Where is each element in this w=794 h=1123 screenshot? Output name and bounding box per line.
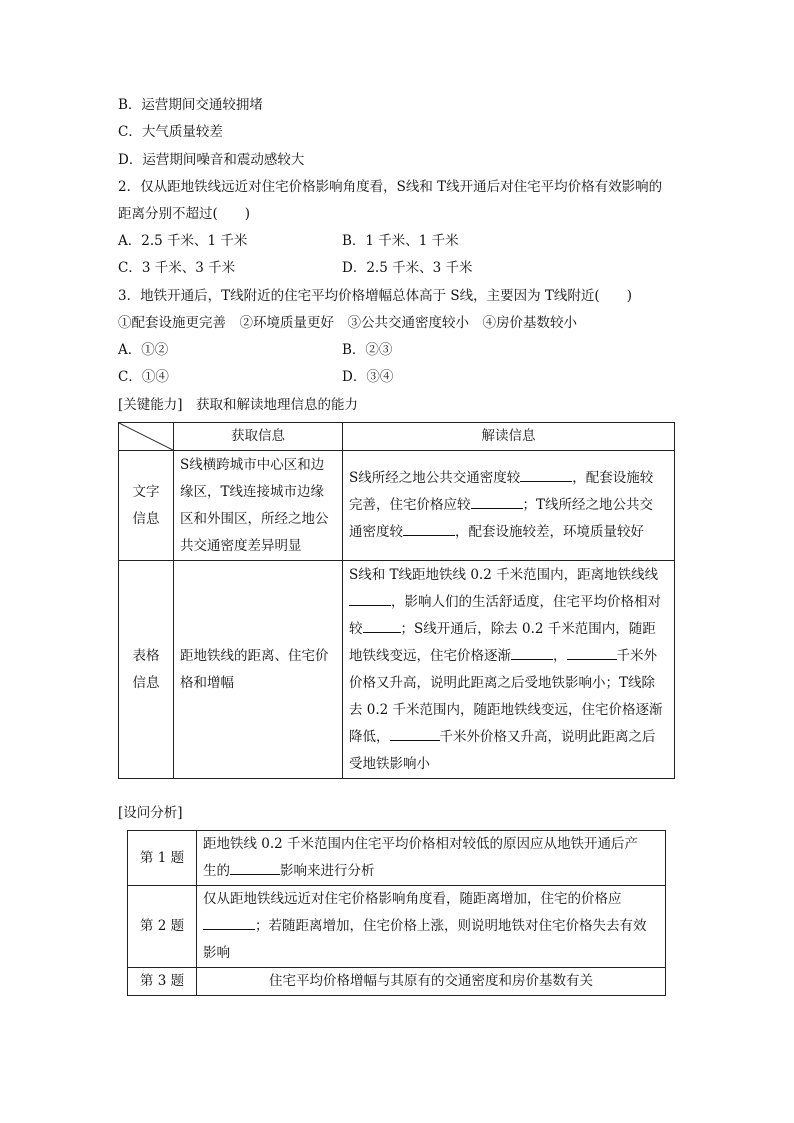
- q2-option-d: D．2.5 千米、3 千米: [342, 260, 473, 276]
- text-run: 受地铁影响小: [349, 755, 430, 772]
- analysis-q2-text: [197, 886, 666, 968]
- row-interpret-text: [343, 451, 675, 561]
- q2-option-c: C．3 千米、3 千米: [118, 260, 236, 276]
- interpret-line: [349, 724, 668, 751]
- fill-blank[interactable]: [520, 467, 572, 482]
- text-run: 通密度较: [349, 524, 403, 540]
- text-run: 千米外: [616, 647, 657, 664]
- row-acquire-table: [174, 561, 343, 779]
- diagonal-line-icon: [119, 423, 175, 451]
- text-run: ，影响人们的生活舒适度，住宅平均价格相对: [391, 593, 661, 610]
- text-run: ，配套设施较差，环境质量较好: [455, 524, 644, 540]
- key-ability-label: [关键能力] 获取和解读地理信息的能力: [118, 397, 359, 413]
- acquire-line: S线横跨城市中心区和边: [180, 456, 325, 473]
- analysis-line: [203, 831, 659, 858]
- fill-blank[interactable]: [403, 521, 455, 536]
- interpret-line: [349, 492, 668, 519]
- text-run: 较: [349, 620, 363, 637]
- text-run: ；若随距离增加，住宅价格上涨，则说明地铁对住宅价格失去有效: [255, 918, 647, 934]
- text-run: 降低，: [349, 728, 390, 745]
- text-run: 千米外价格又升高，说明此距离之后: [439, 728, 656, 745]
- acquire-line: 缘区，T线连接城市边缘: [180, 483, 325, 500]
- interpret-line: [349, 562, 668, 589]
- fill-blank[interactable]: [390, 726, 440, 741]
- row-acquire-text: [174, 451, 343, 561]
- acquire-line: 格和增幅: [180, 674, 234, 691]
- analysis-line: [203, 886, 659, 913]
- acquire-line: 距地铁线的距离、住宅价: [180, 647, 329, 664]
- text-run: 去 0.2 千米范围内，随距地铁线变远，住宅价格逐渐: [349, 701, 663, 718]
- text-run: 住宅平均价格增幅与其原有的交通密度和房价基数有关: [269, 973, 593, 989]
- q2-option-a: A．2.5 千米、1 千米: [118, 233, 248, 249]
- q3-items: ①配套设施更完善 ②环境质量更好 ③公共交通密度较小 ④房价基数较小: [118, 315, 577, 331]
- fill-blank[interactable]: [567, 645, 617, 660]
- q2-stem-line1: 2．仅从距地铁线远近对住宅价格影响角度看，S线和 T线开通后对住宅平均价格有效影响的: [118, 179, 663, 195]
- text-run: S线所经之地公共交通密度较: [349, 470, 521, 486]
- interpret-line: [349, 670, 668, 697]
- row-type-line: 文字: [132, 483, 160, 500]
- fill-blank[interactable]: [230, 860, 280, 875]
- interpret-line: [349, 643, 668, 670]
- analysis-line: [203, 940, 659, 967]
- text-run: 仅从距地铁线远近对住宅价格影响角度看，随距离增加，住宅的价格应: [203, 891, 622, 907]
- interpret-line: [349, 616, 668, 643]
- row-type-line: 信息: [132, 674, 160, 691]
- q1-option-c: C．大气质量较差: [118, 124, 223, 140]
- text-run: 完善，住宅价格应较: [349, 497, 471, 513]
- row-type-line: 信息: [132, 510, 160, 527]
- fill-blank[interactable]: [349, 591, 391, 606]
- text-run: ，: [553, 647, 567, 664]
- interpret-line: [349, 751, 668, 778]
- analysis-q3-text: [197, 968, 666, 996]
- text-run: ，配套设施较: [572, 470, 654, 486]
- text-run: 生的: [203, 863, 230, 879]
- acquire-line: 共交通密度差异明显: [180, 537, 302, 554]
- q3-option-b: B．②③: [342, 342, 393, 358]
- diagonal-header-cell: [119, 423, 174, 451]
- interpret-line: [349, 519, 668, 546]
- interpret-line: [349, 697, 668, 724]
- analysis-q3-label: 第 3 题: [128, 968, 197, 996]
- q3-option-d: D．③④: [342, 369, 394, 385]
- analysis-q2-label: 第 2 题: [128, 886, 197, 968]
- analysis-q1-label: 第 1 题: [128, 831, 197, 886]
- header-acquire: 获取信息: [174, 423, 343, 451]
- header-interpret: 解读信息: [343, 423, 675, 451]
- text-run: 距地铁线 0.2 千米范围内住宅平均价格相对较低的原因应从地铁开通后产: [203, 836, 639, 852]
- row-type-line: 表格: [132, 647, 160, 664]
- text-run: ；S线开通后，除去 0.2 千米范围内，随距: [400, 620, 656, 637]
- analysis-line: [203, 913, 659, 940]
- analysis-table: [127, 830, 666, 996]
- fill-blank[interactable]: [363, 618, 401, 633]
- q1-option-d: D．运营期间噪音和震动感较大: [118, 152, 305, 168]
- q3-option-a: A．①②: [118, 342, 169, 358]
- text-run: 影响来进行分析: [280, 863, 375, 879]
- fill-blank[interactable]: [203, 915, 255, 930]
- text-run: 地铁线变远，住宅价格逐渐: [349, 647, 511, 664]
- interpret-line: [349, 465, 668, 492]
- q2-stem-line2: 距离分别不超过( ): [118, 206, 251, 222]
- fill-blank[interactable]: [511, 645, 553, 660]
- key-ability-table: [118, 422, 675, 779]
- q3-stem: 3．地铁开通后，T线附近的住宅平均价格增幅总体高于 S线，主要因为 T线附近( ): [118, 288, 632, 304]
- text-run: 影响: [203, 945, 230, 961]
- row-type-text: [119, 451, 174, 561]
- row-type-table: [119, 561, 174, 779]
- interpret-line: [349, 589, 668, 616]
- fill-blank[interactable]: [471, 494, 523, 509]
- text-run: ；T线所经之地公共交: [522, 497, 654, 513]
- analysis-line: [203, 858, 659, 885]
- q3-option-c: C．①④: [118, 369, 169, 385]
- q1-option-b: B．运营期间交通较拥堵: [118, 97, 263, 113]
- q2-option-b: B．1 千米、1 千米: [342, 233, 459, 249]
- acquire-line: 区和外围区，所经之地公: [180, 510, 329, 527]
- row-interpret-table: [343, 561, 675, 779]
- text-run: 价格又升高，说明此距离之后受地铁影响小；T线除: [349, 674, 656, 691]
- analysis-q1-text: [197, 831, 666, 886]
- analysis-label: [设问分析]: [118, 805, 183, 821]
- text-run: S线和 T线距地铁线 0.2 千米范围内，距离地铁线线: [349, 566, 659, 583]
